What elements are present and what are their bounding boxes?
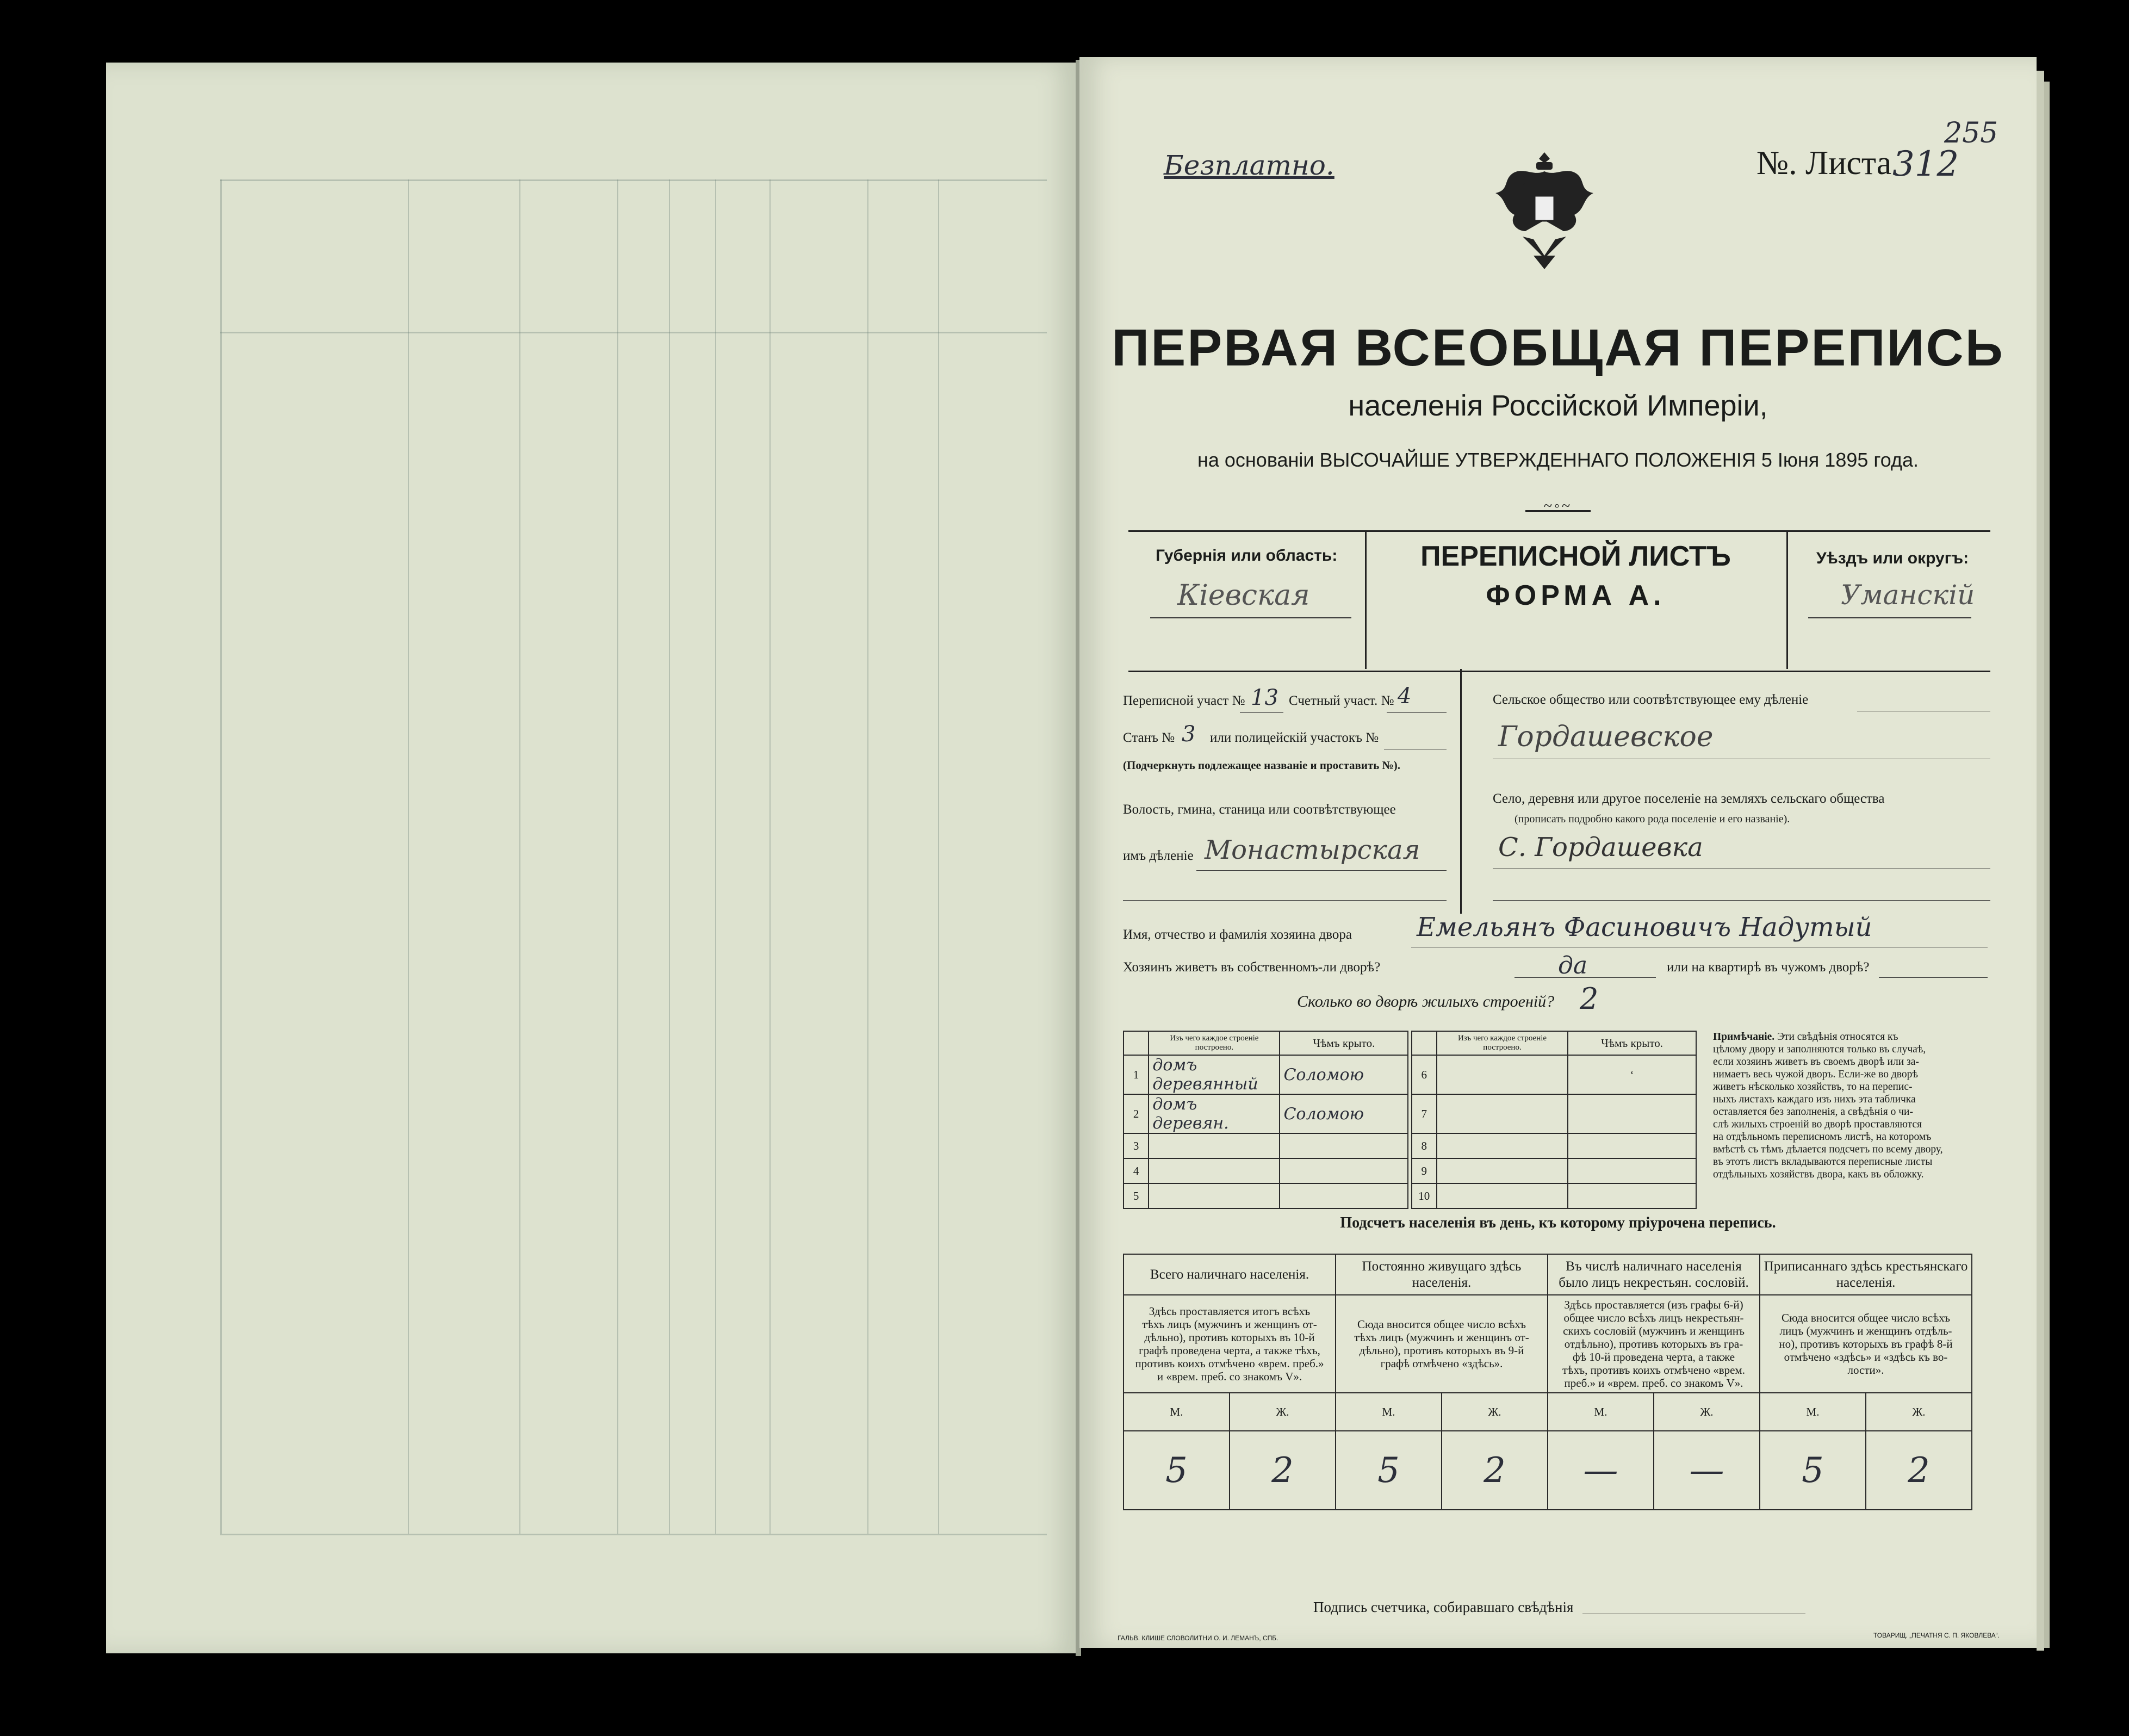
count-col-desc: Здѣсь проставляется итогъ всѣхъ: [1149, 1305, 1311, 1318]
count-col-desc: Сюда вносится общее число всѣхъ: [1782, 1311, 1950, 1324]
underline-note: (Подчеркнуть подлежащее названіе и проставить №).: [1123, 759, 1400, 772]
row-number: 1: [1124, 1055, 1149, 1094]
table-row: [1124, 1094, 1696, 1133]
table-row: [1124, 1133, 1696, 1158]
printer-right: ТОВАРИЩ. „ПЕЧАТНЯ С. П. ЯКОВЛЕВА“.: [1873, 1632, 2000, 1639]
ghost-rule: [220, 179, 1047, 181]
note-label: Примѣчаніе.: [1713, 1031, 1775, 1043]
male-header: М.: [1336, 1393, 1442, 1431]
perepis-uchast-label: Переписной участ: [1123, 693, 1229, 708]
count-col-title: Приписаннаго здѣсь крестьянскаго населенія.: [1760, 1254, 1972, 1295]
uezd-label: Уѣздъ или округъ:: [1816, 549, 1969, 567]
society-label: Сельское общество или соотвѣтствующее ему дѣленіе: [1493, 692, 1809, 707]
police-label: или полицейскій участокъ: [1210, 730, 1362, 745]
uezd-line: [1808, 617, 1971, 618]
material-cell: [1149, 1133, 1280, 1158]
note-line: слѣ жилыхъ строеній во дворѣ проставляются: [1713, 1119, 1922, 1130]
count-col-desc: графѣ отмѣчено «здѣсь».: [1380, 1357, 1503, 1370]
perepis-uchast-no: №: [1232, 693, 1245, 708]
gubernia-label: Губернія или область:: [1156, 547, 1338, 565]
sheet-number-value: 312: [1892, 144, 1959, 184]
row-number: 10: [1412, 1183, 1437, 1208]
field-line: [1387, 712, 1447, 713]
printer-left: ГАЛЬВ. КЛИШЕ СЛОВОЛИТНИ О. И. ЛЕМАНЪ, СПБ.: [1118, 1634, 1278, 1642]
gubernia-line: [1150, 617, 1351, 618]
form-subtitle: ФОРМА А.: [1486, 580, 1666, 611]
free-label: Безплатно.: [1164, 150, 1334, 181]
ghost-rule: [938, 179, 939, 1534]
count-col-desc: общее число всѣхъ лицъ некрестьян-: [1563, 1311, 1744, 1324]
col-roof-header: Чѣмъ крыто.: [1280, 1031, 1408, 1055]
male-header: М.: [1760, 1393, 1866, 1431]
count-female-value: —: [1654, 1431, 1760, 1510]
col-material-header: Изъ чего каждое строеніе построено.: [1149, 1031, 1280, 1055]
col-material-header: Изъ чего каждое строеніе построено.: [1437, 1031, 1568, 1055]
count-col-desc: но), противъ которыхъ въ графѣ 8-й: [1779, 1337, 1953, 1350]
count-col-desc: Здѣсь проставляется (изъ графы 6-й): [1564, 1298, 1743, 1311]
stan-value: 3: [1182, 722, 1196, 747]
count-male-value: 5: [1760, 1431, 1866, 1510]
note-line: въ этотъ листъ вкладываются переписные листы: [1713, 1156, 1933, 1168]
ghost-rule: [867, 179, 868, 1534]
material-cell: [1437, 1094, 1568, 1133]
roof-cell: [1568, 1183, 1696, 1208]
count-table: [1123, 1254, 1972, 1510]
stan-no: №: [1162, 730, 1175, 745]
count-female-value: 2: [1866, 1431, 1972, 1510]
census-subtitle: населенія Россійской Имперіи,: [1348, 389, 1768, 422]
count-col-desc: противъ коихъ отмѣчено «врем. преб.»: [1135, 1357, 1324, 1370]
material-cell: [1437, 1055, 1568, 1094]
male-header: М.: [1548, 1393, 1654, 1431]
census-title: ПЕРВАЯ ВСЕОБЩАЯ ПЕРЕПИСЬ: [1112, 319, 2004, 377]
count-col-desc: отдѣльно), противъ которыхъ въ гра-: [1564, 1337, 1743, 1350]
male-header: М.: [1124, 1393, 1230, 1431]
sheet-number-label: №. Листа: [1756, 145, 1892, 182]
note-line: если хозяинъ живетъ въ своемъ дворѣ или за-: [1713, 1056, 1919, 1068]
buildings-label: Сколько во дворѣ жилыхъ строеній?: [1297, 993, 1555, 1010]
row-number: 7: [1412, 1094, 1437, 1133]
field-line: [1493, 900, 1990, 901]
note-line: Эти свѣдѣнія относятся къ: [1777, 1031, 1898, 1043]
note-line: нимаетъ весь чужой дворъ. Если-же во дворѣ: [1713, 1069, 1918, 1080]
material-cell: домъ деревян.: [1149, 1094, 1280, 1133]
note-line: живетъ нѣсколько хозяйствъ, то на перепис-: [1713, 1081, 1913, 1093]
row-number: 8: [1412, 1133, 1437, 1158]
buildings-table: [1123, 1031, 1697, 1209]
table-row: [1124, 1158, 1696, 1183]
ghost-rule: [220, 179, 222, 1534]
female-header: Ж.: [1230, 1393, 1336, 1431]
gubernia-value: Кіевская: [1177, 579, 1310, 612]
count-col-title: Въ числѣ наличнаго населенія было лицъ некрестьян. сословій.: [1548, 1254, 1760, 1295]
village-label: Село, деревня или другое поселеніе на земляхъ сельскаго общества: [1493, 791, 1885, 806]
corner-number: 255: [1944, 117, 1998, 150]
count-col-desc: и «врем. преб. со знакомъ V».: [1157, 1370, 1302, 1383]
box-divider: [1786, 530, 1788, 669]
ghost-rule: [408, 179, 409, 1534]
material-cell: домъ деревянный: [1149, 1055, 1280, 1094]
count-male-value: 5: [1336, 1431, 1442, 1510]
ornament: ~◦~: [1543, 498, 1573, 514]
buildings-value: 2: [1580, 982, 1599, 1016]
count-col-desc: тѣхъ, противъ коихъ отмѣчено «врем.: [1562, 1363, 1745, 1377]
page-edge: [2037, 71, 2044, 1651]
roof-cell: [1568, 1133, 1696, 1158]
material-cell: [1437, 1158, 1568, 1183]
volost-label-2: имъ дѣленіе: [1123, 848, 1194, 863]
volost-label: Волость, гмина, станица или соотвѣтствующее: [1123, 802, 1396, 817]
village-value: С. Гордашевка: [1498, 832, 1703, 863]
count-male-value: 5: [1124, 1431, 1230, 1510]
ghost-rule: [769, 179, 771, 1534]
count-col-desc: тѣхъ лицъ (мужчинъ и женщинъ от-: [1354, 1331, 1529, 1344]
schet-uchast-label: Счетный участ.: [1289, 693, 1378, 708]
fields-divider: [1460, 669, 1462, 914]
society-value: Гордашевское: [1498, 721, 1714, 753]
row-number: 9: [1412, 1158, 1437, 1183]
stan-label: Станъ: [1123, 730, 1158, 745]
row-number: 3: [1124, 1133, 1149, 1158]
count-col-desc: лости».: [1847, 1363, 1884, 1377]
field-line: [1514, 977, 1656, 978]
ghost-rule: [519, 179, 520, 1534]
note-block: [1713, 1031, 1996, 1181]
count-col-title: Всего наличнаго населенія.: [1124, 1254, 1336, 1295]
owner-name-label: Имя, отчество и фамилія хозяина двора: [1123, 927, 1352, 942]
ornament-rule: [1525, 510, 1591, 512]
roof-cell: Соломою: [1280, 1094, 1408, 1133]
roof-cell: [1280, 1158, 1408, 1183]
material-cell: [1437, 1133, 1568, 1158]
note-line: отдѣльныхъ хозяйствъ двора, какъ въ обложку.: [1713, 1169, 1924, 1180]
page-edge: [2044, 82, 2050, 1648]
count-col-desc: отмѣчено «здѣсь» и «здѣсь къ во-: [1784, 1350, 1948, 1363]
count-col-desc: графѣ проведена черта, а также тѣхъ,: [1139, 1344, 1320, 1357]
table-row: [1124, 1055, 1696, 1094]
note-line: ныхъ листахъ каждаго изъ нихъ эта табличка: [1713, 1094, 1916, 1105]
own-yard-label: Хозяинъ живетъ въ собственномъ-ли дворѣ?: [1123, 960, 1381, 975]
note-line: цѣлому двору и заполняются только въ случаѣ,: [1713, 1044, 1926, 1055]
ghost-rule: [617, 179, 618, 1534]
uezd-value: Уманскій: [1841, 579, 1975, 611]
volost-value: Монастырская: [1205, 835, 1420, 865]
schet-uchast-no: №: [1381, 693, 1394, 708]
own-yard-value: да: [1558, 952, 1588, 979]
count-col-desc: дѣльно), противъ которыхъ въ 10-й: [1144, 1331, 1315, 1344]
row-number: 6: [1412, 1055, 1437, 1094]
count-male-value: —: [1548, 1431, 1654, 1510]
roof-cell: [1568, 1158, 1696, 1183]
census-basis: на основаніи ВЫСОЧАЙШЕ УТВЕРЖДЕННАГО ПОЛОЖЕНІЯ 5 Іюня 1895 года.: [1197, 449, 1919, 471]
count-col-desc: фѣ 10-й проведена черта, а также: [1572, 1350, 1735, 1363]
right-page: [1079, 57, 2037, 1648]
rented-label: или на квартирѣ въ чужомъ дворѣ?: [1667, 960, 1870, 975]
ghost-rule: [220, 332, 1047, 333]
village-note: (прописать подробно какого рода поселеніе и его названіе).: [1514, 813, 1790, 825]
female-header: Ж.: [1654, 1393, 1760, 1431]
count-female-value: 2: [1230, 1431, 1336, 1510]
count-col-desc: дѣльно), противъ которыхъ въ 9-й: [1359, 1344, 1524, 1357]
count-col-title: Постоянно живущаго здѣсь населенія.: [1336, 1254, 1548, 1295]
roof-cell: ‘: [1568, 1055, 1696, 1094]
signature-label: Подпись счетчика, собиравшаго свѣдѣнія: [1313, 1599, 1574, 1615]
ghost-rule: [715, 179, 716, 1534]
schet-uchast-value: 4: [1398, 684, 1412, 709]
row-number: 2: [1124, 1094, 1149, 1133]
field-line: [1196, 870, 1447, 871]
owner-name-value: Емельянъ Фасиновичъ Надутый: [1417, 912, 1872, 943]
table-row: [1124, 1183, 1696, 1208]
note-line: вмѣстѣ съ тѣмъ дѣлается подсчетъ по всему двору,: [1713, 1144, 1943, 1155]
left-page: [106, 63, 1077, 1653]
police-no: №: [1365, 730, 1379, 745]
row-number: 4: [1124, 1158, 1149, 1183]
field-line: [1879, 977, 1988, 978]
female-header: Ж.: [1442, 1393, 1548, 1431]
count-col-desc: лицъ (мужчинъ и женщинъ отдѣль-: [1779, 1324, 1952, 1337]
material-cell: [1437, 1183, 1568, 1208]
double-headed-eagle-emblem: [1490, 147, 1599, 272]
roof-cell: [1280, 1183, 1408, 1208]
perepis-uchast-value: 13: [1251, 685, 1278, 710]
field-line: [1240, 712, 1283, 713]
material-cell: [1149, 1183, 1280, 1208]
note-line: на отдѣльномъ переписномъ листѣ, на которомъ: [1713, 1131, 1932, 1143]
roof-cell: [1568, 1094, 1696, 1133]
col-roof-header: Чѣмъ крыто.: [1568, 1031, 1696, 1055]
field-line: [1123, 900, 1447, 901]
form-title: ПЕРЕПИСНОЙ ЛИСТЪ: [1420, 541, 1731, 572]
count-col-desc: тѣхъ лицъ (мужчинъ и женщинъ от-: [1142, 1318, 1317, 1331]
count-female-value: 2: [1442, 1431, 1548, 1510]
roof-cell: [1280, 1133, 1408, 1158]
count-col-desc: Сюда вносится общее число всѣхъ: [1357, 1318, 1526, 1331]
count-col-desc: преб.» и «врем. преб. со знакомъ V».: [1564, 1377, 1743, 1390]
count-heading: Подсчетъ населенія въ день, къ которому пріурочена перепись.: [1340, 1214, 1776, 1231]
material-cell: [1149, 1158, 1280, 1183]
female-header: Ж.: [1866, 1393, 1972, 1431]
count-col-desc: скихъ сословій (мужчинъ и женщинъ: [1563, 1324, 1745, 1337]
ghost-rule: [220, 1534, 1047, 1535]
note-line: оставляется без заполненія, а свѣдѣнія о чи-: [1713, 1106, 1913, 1118]
ghost-rule: [669, 179, 670, 1534]
row-number: 5: [1124, 1183, 1149, 1208]
roof-cell: Соломою: [1280, 1055, 1408, 1094]
